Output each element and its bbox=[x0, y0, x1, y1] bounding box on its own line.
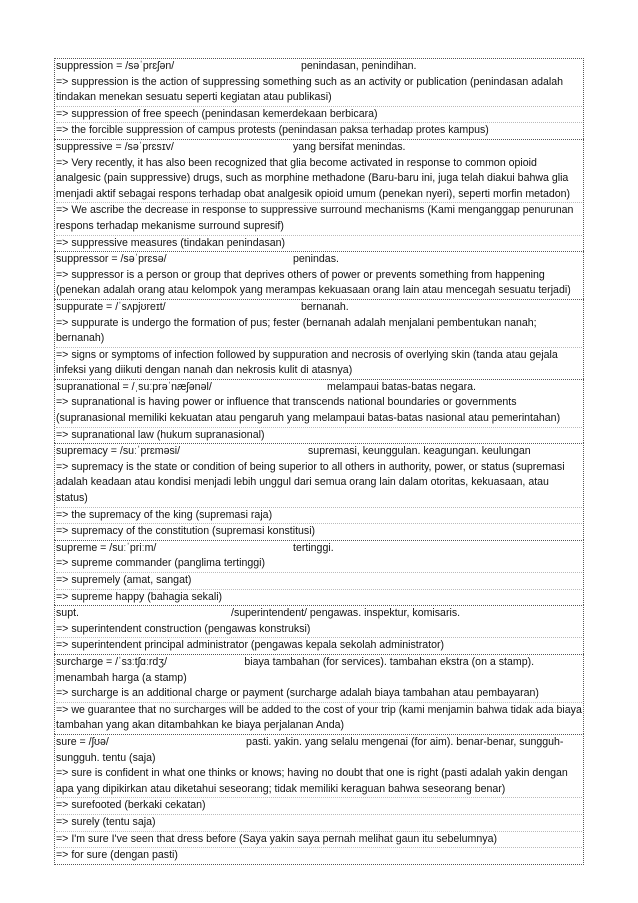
entry-example: => surely (tentu saja) bbox=[56, 815, 582, 832]
entry-example: => suppressor is a person or group that deprives others of power or prevents something from happening (penekan adalah orang atau kelompok yang merampas kekuasaan orang lain atau mencegah sesuatu terjadi) bbox=[56, 268, 571, 297]
entry-definition: /superintendent/ pengawas. inspektur, komisaris. bbox=[231, 607, 461, 620]
entry-definition: supremasi, keunggulan. keagungan. keulungan bbox=[308, 445, 531, 458]
dictionary-entry bbox=[54, 654, 584, 734]
entry-headword: suppression = /səˈprɛʃən/ bbox=[56, 60, 175, 72]
entry-example: => supreme happy (bahagia sekali) bbox=[56, 590, 223, 603]
dictionary-page bbox=[54, 58, 584, 865]
entry-example: => for sure (dengan pasti) bbox=[56, 849, 178, 862]
entry-headword-line bbox=[56, 380, 582, 396]
dictionary-entry bbox=[54, 379, 584, 443]
entry-headword: suppressive = /səˈprɛsɪv/ bbox=[56, 140, 174, 153]
entry-example: => superintendent principal administrator (pengawas kepala sekolah administrator) bbox=[56, 639, 445, 652]
entry-headword-line bbox=[56, 444, 582, 460]
entry-definition: melampaui batas-batas negara. bbox=[327, 380, 476, 393]
entry-headword-line bbox=[56, 655, 582, 686]
entry-example: => the forcible suppression of campus protests (penindasan paksa terhadap protes kampus) bbox=[56, 124, 489, 137]
entry-example: => supranational law (hukum supranasional) bbox=[56, 428, 265, 441]
entry-headword-line bbox=[56, 140, 582, 156]
entry-example: => supreme commander (panglima tertinggi) bbox=[56, 556, 582, 573]
dictionary-entry bbox=[54, 139, 584, 251]
entry-example: => suppression of free speech (penindasan kemerdekaan berbicara) bbox=[56, 107, 582, 124]
dictionary-entry bbox=[54, 299, 584, 379]
entry-headword: supreme = /suːˈpriːm/ bbox=[56, 541, 157, 554]
entry-headword-line bbox=[56, 59, 582, 75]
entry-example: => supremely (amat, sangat) bbox=[56, 573, 582, 590]
entry-headword-line bbox=[56, 252, 582, 268]
entry-example: => supranational is having power or influence that transcends national boundaries or governments (supranasional memiliki kekuatan atau pengaruh yang melampaui batas-batas nasional atau pemerintahan) bbox=[56, 395, 582, 427]
entry-example: => sure is confident in what one thinks or knows; having no doubt that one is right (pasti adalah yakin dengan apa yang dipikirkan atau diketahui seseorang; tidak memiliki keraguan bahwa seseorang benar) bbox=[56, 766, 582, 798]
entry-headword-line bbox=[56, 606, 582, 622]
entry-headword: supranational = /ˌsuːprəˈnæʃənəl/ bbox=[56, 380, 212, 393]
dictionary-entry bbox=[54, 540, 584, 605]
entry-example: => suppurate is undergo the formation of pus; fester (bernanah adalah menjalani pembentukan nanah; bernanah) bbox=[56, 316, 582, 348]
entry-definition: tertinggi. bbox=[293, 541, 334, 554]
entry-headword: suppressor = /səˈprɛsə/ bbox=[56, 253, 167, 266]
entry-definition: biaya tambahan (for services). tambahan ekstra (on a stamp). menambah harga (a stamp) bbox=[56, 655, 535, 684]
entry-headword: supremacy = /suːˈprɛməsi/ bbox=[56, 445, 181, 458]
entry-example: => surefooted (berkaki cekatan) bbox=[56, 798, 582, 815]
entry-example: => surcharge is an additional charge or payment (surcharge adalah biaya tambahan atau pembayaran) bbox=[56, 686, 582, 703]
entry-example: => supremacy of the constitution (supremasi konstitusi) bbox=[56, 525, 316, 538]
entry-headword: sure = /ʃʊə/ bbox=[56, 735, 109, 748]
entry-headword: surcharge = /ˈsɜːtʃɑːrdʒ/ bbox=[56, 655, 168, 668]
entry-example: => supremacy is the state or condition of being superior to all others in authority, power, or status (supremasi adalah keadaan atau kondisi menjadi lebih unggul dari semua orang lain dalam otoritas, kekuasaan, atau status) bbox=[56, 460, 582, 508]
entry-example: => signs or symptoms of infection followed by suppuration and necrosis of overlying skin (tanda atau gejala infeksi yang diikuti dengan nanah dan nekrosis kulit di atasnya) bbox=[56, 348, 558, 377]
entry-definition: bernanah. bbox=[301, 300, 349, 313]
entry-headword: suppurate = /ˈsʌpjʊreɪt/ bbox=[56, 300, 166, 313]
entry-definition: yang bersifat menindas. bbox=[293, 140, 406, 153]
dictionary-entry bbox=[54, 443, 584, 540]
entry-headword-line bbox=[56, 300, 582, 316]
entry-definition: pasti. yakin. yang selalu mengenai (for aim). benar-benar, sungguh-sungguh. tentu (saja) bbox=[56, 735, 564, 764]
dictionary-entry bbox=[54, 605, 584, 654]
entry-example: => the supremacy of the king (supremasi raja) bbox=[56, 508, 582, 525]
entry-example: => We ascribe the decrease in response to suppressive surround mechanisms (Kami menganggap penurunan respons terhadap mekanisme surround supresif) bbox=[56, 203, 582, 235]
entry-example: => I'm sure I've seen that dress before (Saya yakin saya pernah melihat gaun itu sebelumnya) bbox=[56, 832, 582, 849]
dictionary-entry bbox=[54, 251, 584, 299]
entry-headword: supt. bbox=[56, 607, 79, 620]
entry-example: => suppressive measures (tindakan penindasan) bbox=[56, 236, 286, 249]
entry-example: => superintendent construction (pengawas konstruksi) bbox=[56, 622, 582, 639]
entry-example: => Very recently, it has also been recognized that glia become activated in response to common opioid analgesic (pain suppressive) drugs, such as morphine methadone (Baru-baru ini, juga telah diakui bahwa glia menjadi aktif sebagai respons terhadap obat analgesik opioid umum (penekan nyeri), seperti morfin metadon) bbox=[56, 156, 582, 204]
dictionary-entry bbox=[54, 58, 584, 139]
entry-example: => we guarantee that no surcharges will be added to the cost of your trip (kami menjamin bahwa tidak ada biaya tambahan yang akan ditambahkan ke biaya perjalanan Anda) bbox=[56, 703, 582, 732]
dictionary-entry bbox=[54, 734, 584, 865]
entry-definition: penindas. bbox=[293, 253, 339, 266]
entry-definition: penindasan, penindihan. bbox=[301, 60, 417, 72]
entry-headword-line bbox=[56, 735, 582, 766]
entry-example: => suppression is the action of suppressing something such as an activity or publication (penindasan adalah tindakan menekan sesuatu seperti kegiatan atau publikasi) bbox=[56, 75, 582, 107]
entry-headword-line bbox=[56, 541, 582, 557]
